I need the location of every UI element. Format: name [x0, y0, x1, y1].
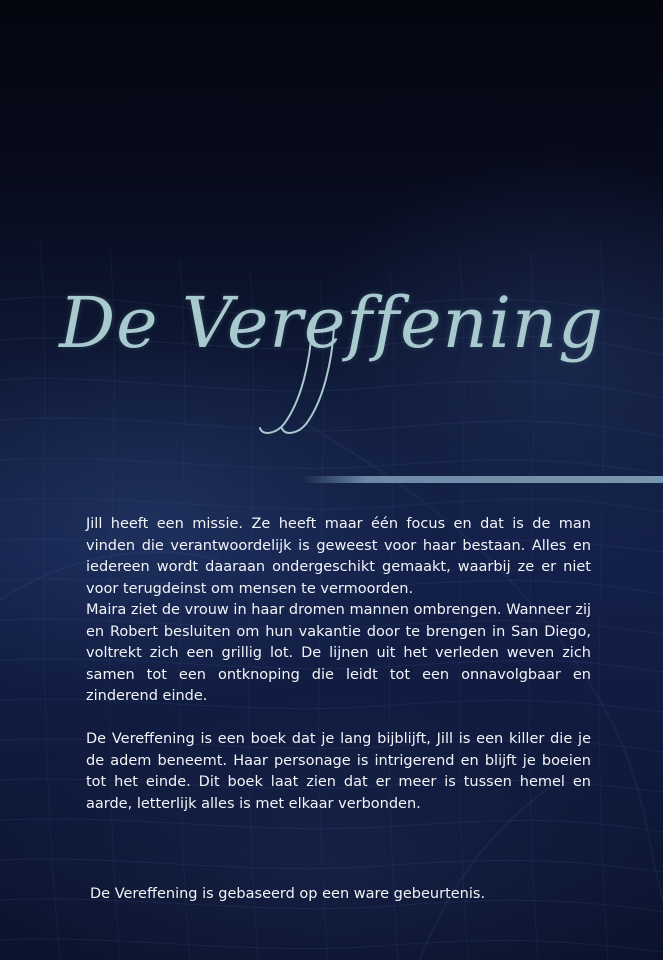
title-flourish-icon — [250, 320, 390, 440]
blurb-paragraph: Maira ziet de vrouw in haar dromen mannen ombrengen. Wanneer zij en Robert besluiten om hun vakantie door te brengen in San Diego, voltrekt zich een grillig lot. De lijnen uit het verleden weven zich samen tot een ontknoping die leidt tot een onnavolgbaar en zinderend einde. — [86, 602, 591, 704]
blurb-paragraph: De Vereffening is een boek dat je lang bijblijft, Jill is een killer die je de adem beneemt. Haar personage is intrigerend en blijft je boeien tot het einde. Dit boek laat zien dat er meer is tussen hemel en aarde, letterlijk alles is met elkaar verbonden. — [86, 731, 591, 812]
blurb-paragraph: Jill heeft een missie. Ze heeft maar één focus en dat is de man vinden die verantwoordelijk is geweest voor haar bestaan. Alles en iedereen wordt daaraan ondergeschikt gemaakt, waarbij ze er niet voor terugdeinst om mensen te vermoorden. — [86, 516, 591, 597]
book-title: De Vereffening — [59, 282, 604, 364]
footnote-true-story: De Vereffening is gebaseerd op een ware gebeurtenis. — [90, 886, 486, 902]
divider-bar — [302, 476, 663, 483]
book-blurb — [86, 514, 591, 815]
